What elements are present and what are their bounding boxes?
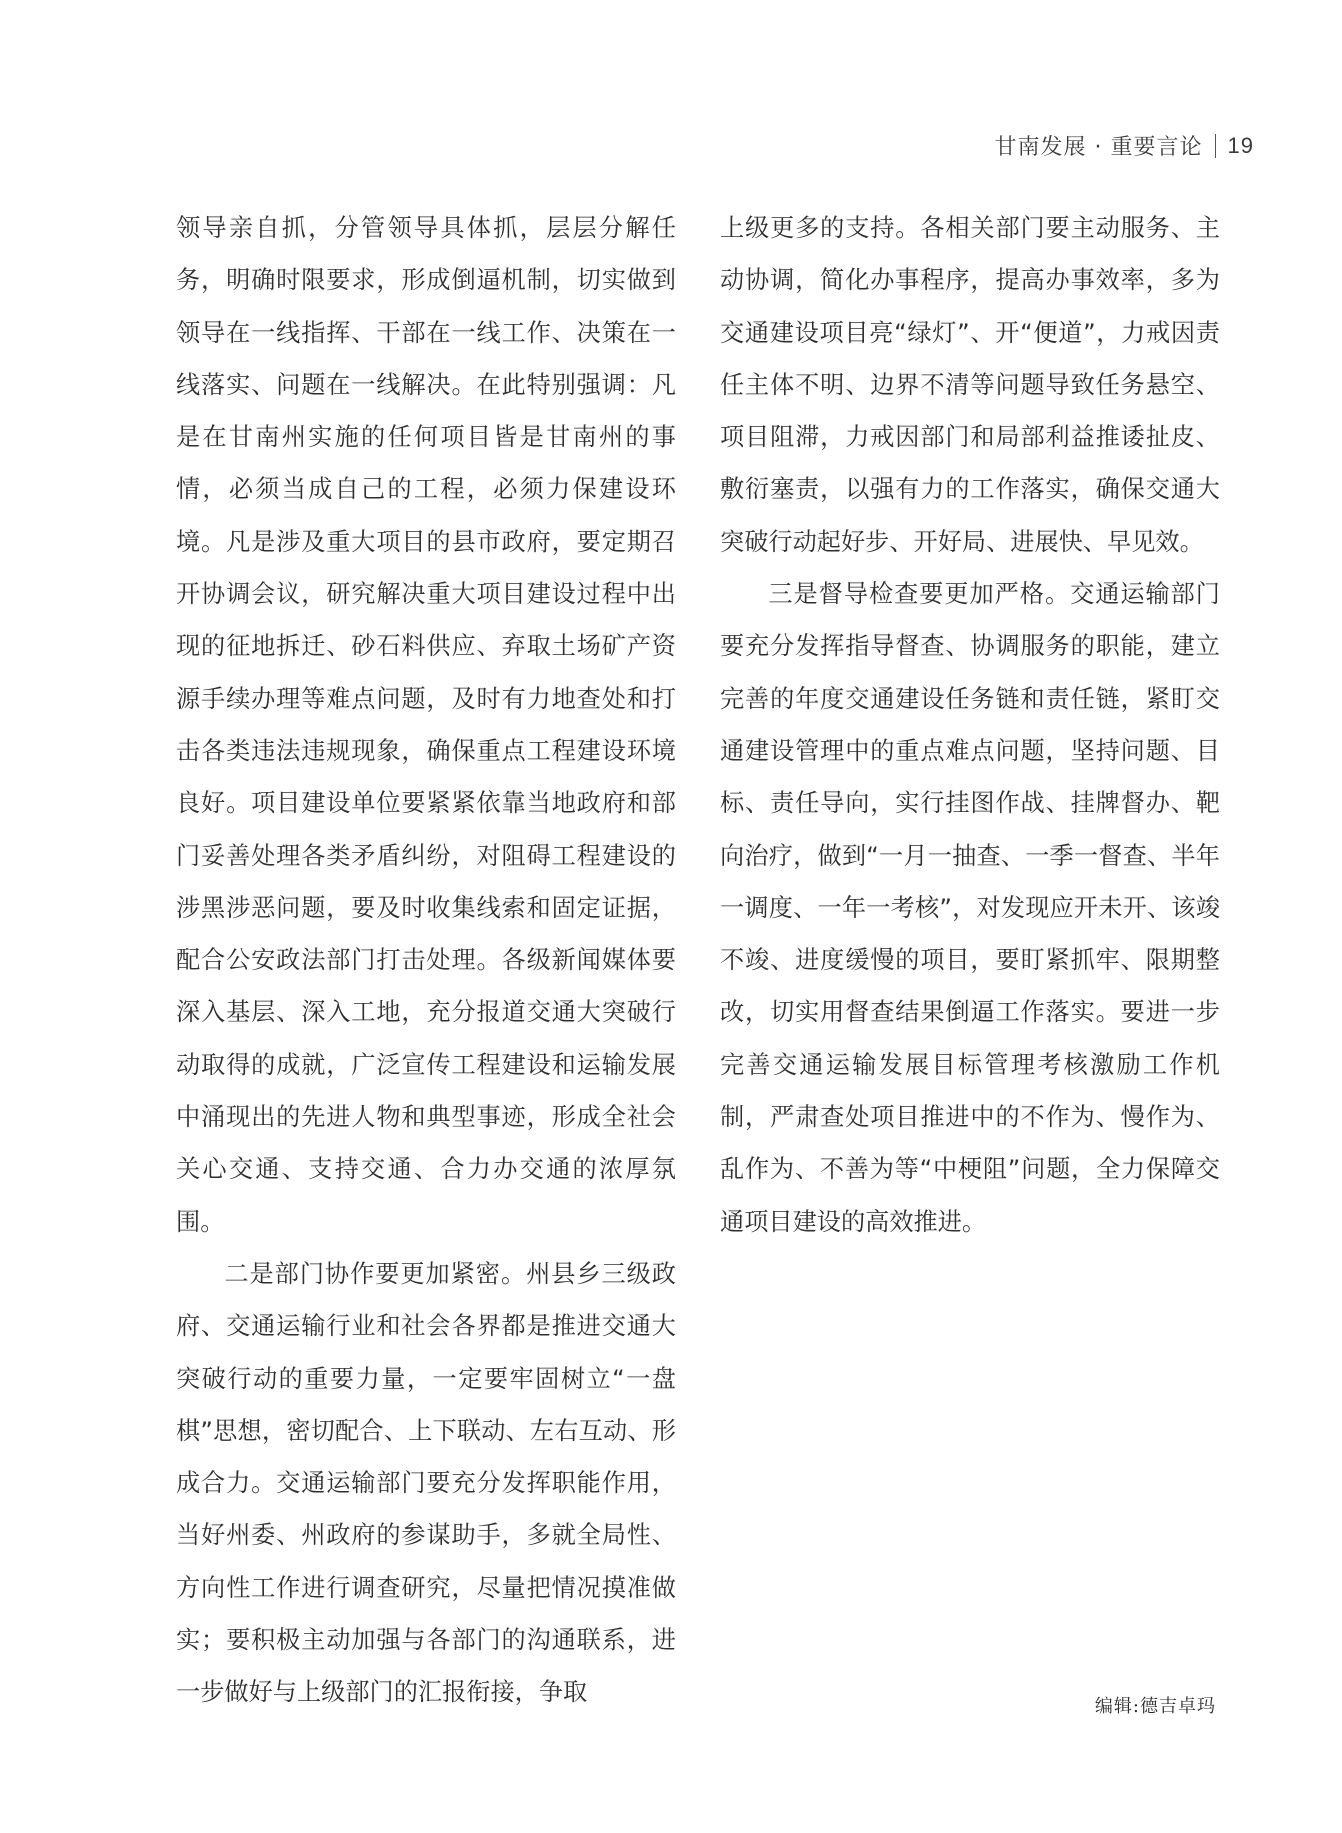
paragraph: 二是部门协作要更加紧密。州县乡三级政府、交通运输行业和社会各界都是推进交通大突破行动的重要力量，一定要牢固树立“一盘棋”思想，密切配合、上下联动、左右互动、形成合力。交通运输部门要充分发挥职能作用，当好州委、州政府的参谋助手，多就全局性、方向性工作进行调查研究，尽量把情况摸准做实；要积极主动加强与各部门的沟通联系，进一步做好与上级部门的汇报衔接，争取 [176,1259,676,1707]
editor-credit: 编辑:德吉卓玛 [1094,1696,1216,1717]
header-divider [1215,134,1216,158]
section-title: 甘南发展 · 重要言论 [994,135,1203,160]
left-column [176,202,676,1719]
right-column [720,202,1220,1248]
page-number: 19 [1227,132,1254,158]
paragraph: 三是督导检查要更加严格。交通运输部门要充分发挥指导督查、协调服务的职能，建立完善的年度交通建设任务链和责任链，紧盯交通建设管理中的重点难点问题，坚持问题、目标、责任导向，实行挂图作战、挂牌督办、靶向治疗，做到“一月一抽查、一季一督查、半年一调度、一年一考核”，对发现应开未开、该竣不竣、进度缓慢的项目，要盯紧抓牢、限期整改，切实用督查结果倒逼工作落实。要进一步完善交通运输发展目标管理考核激励工作机制，严肃查处项目推进中的不作为、慢作为、乱作为、不善为等“中梗阻”问题，全力保障交通项目建设的高效推进。 [720,580,1220,1236]
page-header [995,130,1254,161]
paragraph: 领导亲自抓，分管领导具体抓，层层分解任务，明确时限要求，形成倒逼机制，切实做到领导在一线指挥、干部在一线工作、决策在一线落实、问题在一线解决。在此特别强调：凡是在甘南州实施的任何项目皆是甘南州的事情，必须当成自己的工程，必须力保建设环境。凡是涉及重大项目的县市政府，要定期召开协调会议，研究解决重大项目建设过程中出现的征地拆迁、砂石料供应、弃取土场矿产资源手续办理等难点问题，及时有力地查处和打击各类违法违规现象，确保重点工程建设环境良好。项目建设单位要紧紧依靠当地政府和部门妥善处理各类矛盾纠纷，对阻碍工程建设的涉黑涉恶问题，要及时收集线索和固定证据，配合公安政法部门打击处理。各级新闻媒体要深入基层、深入工地，充分报道交通大突破行动取得的成就，广泛宣传工程建设和运输发展中涌现出的先进人物和典型事迹，形成全社会关心交通、支持交通、合力办交通的浓厚氛围。 [176,214,676,1236]
paragraph: 上级更多的支持。各相关部门要主动服务、主动协调，简化办事程序，提高办事效率，多为交通建设项目亮“绿灯”、开“便道”，力戒因责任主体不明、边界不清等问题导致任务悬空、项目阻滞，力戒因部门和局部利益推诿扯皮、敷衍塞责，以强有力的工作落实，确保交通大突破行动起好步、开好局、进展快、早见效。 [720,214,1220,556]
